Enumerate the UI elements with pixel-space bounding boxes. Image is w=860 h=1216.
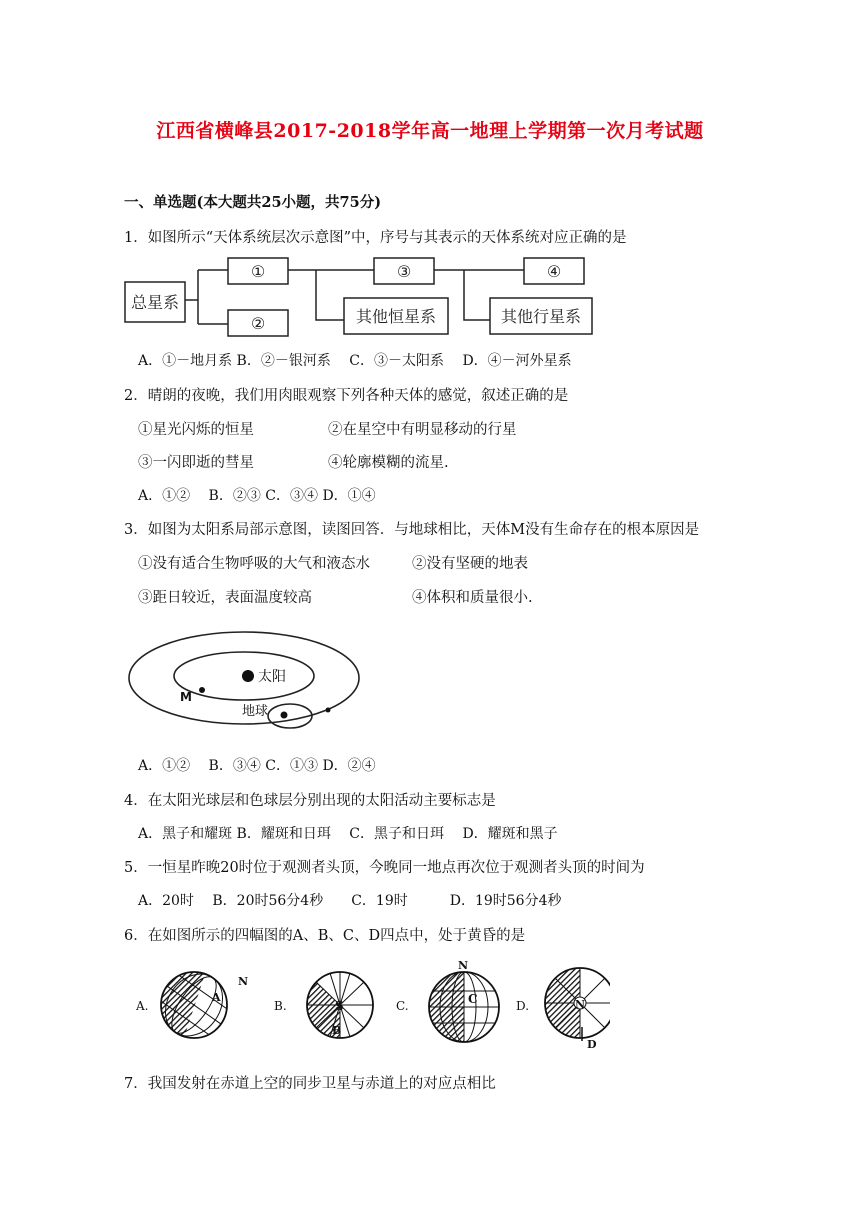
- globe-c: [429, 959, 499, 1044]
- question-3-item-3: ③距日较近，表面温度较高: [138, 590, 312, 606]
- question-2-options: A．①② B．②③ C．③④ D．①④: [138, 488, 376, 504]
- earth-illumination-diagrams: [130, 955, 610, 1055]
- question-2-item-3: ③一闪即逝的彗星: [138, 455, 254, 471]
- moon-dot: [326, 708, 331, 713]
- globe-a: [150, 963, 248, 1050]
- figure-d-label: D.: [516, 999, 530, 1013]
- diagram-other-stars: 其他恒星系: [355, 307, 437, 326]
- diagram-box-4: ④: [546, 262, 562, 281]
- question-5-options: A．20时 B．20时56分4秒 C．19时 D．19时56分4秒: [138, 893, 562, 909]
- question-2-stem: 2．晴朗的夜晚，我们用肉眼观察下列各种天体的感觉，叙述正确的是: [124, 388, 569, 404]
- celestial-hierarchy-diagram: [122, 254, 602, 340]
- page-title: 江西省横峰县2017-2018学年高一地理上学期第一次月考试题: [156, 120, 704, 142]
- section-heading: 一、单选题(本大题共25小题，共75分): [124, 194, 382, 211]
- earth-dot: [281, 712, 288, 719]
- north-label-a: N: [238, 975, 249, 988]
- question-7-stem: 7．我国发射在赤道上空的同步卫星与赤道上的对应点相比: [124, 1076, 496, 1092]
- question-2-item-1: ①星光闪烁的恒星: [138, 422, 254, 438]
- question-2-item-2: ②在星空中有明显移动的行星: [328, 422, 517, 438]
- figure-c-label: C.: [396, 999, 409, 1013]
- question-3-options: A．①② B．③④ C．①③ D．②④: [138, 758, 376, 774]
- diagram-box-2: ②: [250, 314, 266, 333]
- question-3-item-4: ④体积和质量很小.: [412, 590, 533, 606]
- diagram-root-label: 总星系: [130, 293, 180, 312]
- sun-dot: [242, 670, 254, 682]
- question-3-stem: 3．如图为太阳系局部示意图，读图回答．与地球相比，天体M没有生命存在的根本原因是: [124, 522, 700, 538]
- question-3-item-1: ①没有适合生物呼吸的大气和液态水: [138, 556, 370, 572]
- question-1-stem: 1．如图所示“天体系统层次示意图”中，序号与其表示的天体系统对应正确的是: [124, 230, 627, 246]
- question-5-stem: 5．一恒星昨晚20时位于观测者头顶，今晚同一地点再次位于观测者头顶的时间为: [124, 860, 645, 876]
- earth-label: 地球: [242, 704, 269, 719]
- question-4-options: A．黑子和耀斑 B．耀斑和日珥 C．黑子和日珥 D．耀斑和黑子: [138, 826, 558, 842]
- diagram-box-1: ①: [250, 262, 266, 281]
- pole-n-d: N: [575, 998, 586, 1011]
- question-3-item-2: ②没有坚硬的地表: [412, 556, 528, 572]
- solar-system-diagram: [124, 620, 364, 738]
- question-6-stem: 6．在如图所示的四幅图的A、B、C、D四点中，处于黄昏的是: [124, 928, 526, 944]
- point-d: D: [587, 1038, 597, 1051]
- m-label: M: [180, 690, 192, 704]
- north-label-c: N: [458, 959, 469, 972]
- diagram-box-3: ③: [396, 262, 412, 281]
- point-a: A: [212, 991, 221, 1004]
- globe-b: [306, 971, 373, 1045]
- question-1-options: A．①－地月系 B．②－银河系 C．③－太阳系 D．④－河外星系: [138, 353, 572, 369]
- pole-s: S: [335, 999, 344, 1013]
- diagram-other-planets: 其他行星系: [500, 307, 582, 326]
- figure-a-label: A.: [136, 999, 149, 1013]
- globe-d: [545, 968, 610, 1051]
- question-2-item-4: ④轮廓模糊的流星.: [328, 455, 449, 471]
- figure-b-label: B.: [274, 999, 287, 1013]
- question-4-stem: 4．在太阳光球层和色球层分别出现的太阳活动主要标志是: [124, 793, 496, 809]
- planet-m-dot: [199, 687, 205, 693]
- sun-label: 太阳: [258, 669, 286, 685]
- point-b: B: [332, 1024, 342, 1037]
- point-c: C: [468, 992, 478, 1006]
